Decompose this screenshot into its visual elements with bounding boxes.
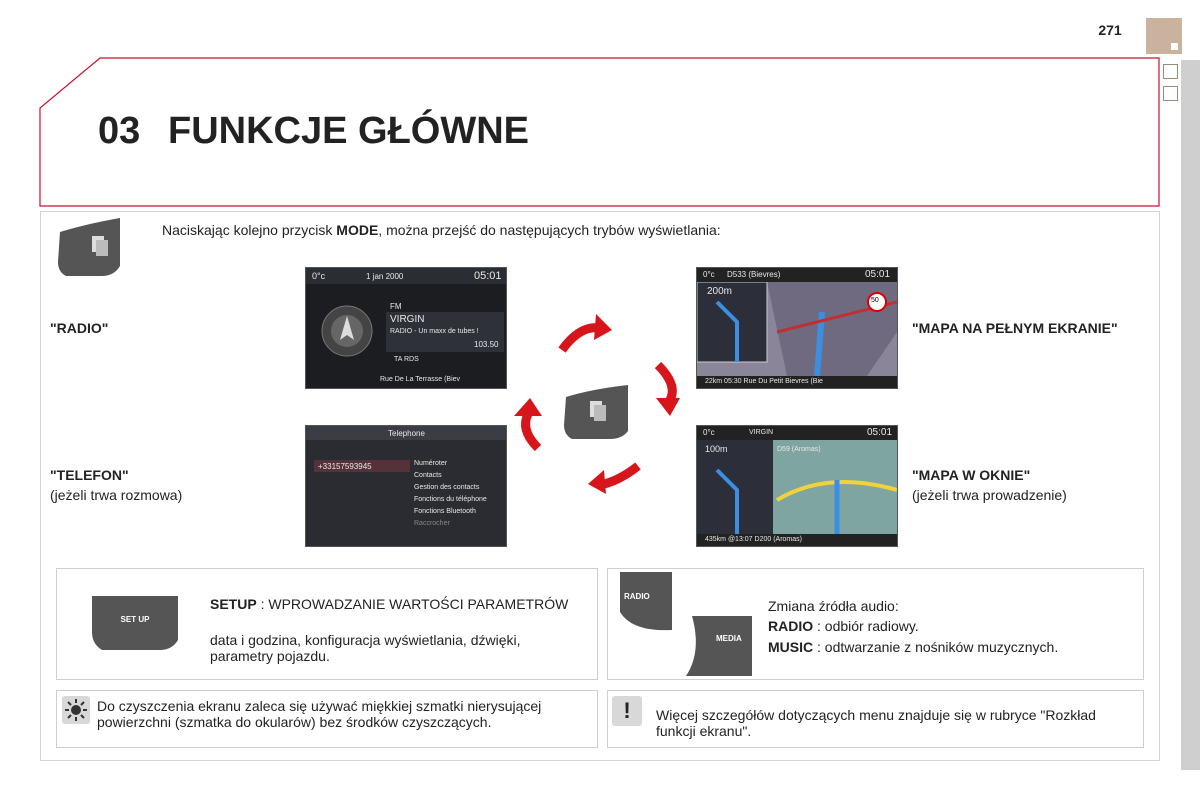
chapter-tab-empty [1163,86,1178,101]
mode-label-radio: "RADIO" [50,320,109,336]
audio-line-radio: RADIO : odbiór radiowy. [768,618,919,634]
chapter-title: FUNKCJE GŁÓWNE [168,110,529,152]
window-map-screen: 0°c VIRGIN 05:01 100m D59 (Aromas) 435km @13:07 D200 (Aromas) [696,425,898,547]
mode-label-phone: "TELEFON" (jeżeli trwa rozmowa) [50,467,183,503]
setup-title: SETUP : WPROWADZANIE WARTOŚCI PARAMETRÓW [210,596,569,612]
page-number: 271 [1098,22,1122,38]
audio-line-1: Zmiana źródła audio: [768,598,899,614]
chapter-tab-empty [1163,64,1178,79]
mode-button-center-icon [562,383,632,441]
setup-key-label: SET UP [120,615,150,624]
compass-icon [320,304,374,358]
mode-button-icon [56,216,126,278]
chapter-tab [1146,18,1182,54]
exclamation-icon: ! [612,696,642,726]
phone-screen: Telephone +33157593945 Numéroter Contacts Gestion des contacts Fonctions du téléphone Fonctions Bluetooth Raccrocher [305,425,507,547]
setup-description: data i godzina, konfiguracja wyświetlania, dźwięki, parametry pojazdu. [210,632,521,664]
radio-media-buttons-icon [612,572,762,678]
sun-icon [62,696,90,724]
media-key-label: MEDIA [716,634,742,643]
mode-label-window-map: "MAPA W OKNIE" (jeżeli trwa prowadzenie) [912,467,1067,503]
full-map-screen: 0°c D533 (Bievres) 05:01 200m 50 22km 05:30 Rue Du Petit Bievres (Bie [696,267,898,389]
cleaning-note-text: Do czyszczenia ekranu zaleca się używać miękkiej szmatki nierysującej powierzchni (szmatka do okularów) bez środków czyszczących. [97,698,542,730]
radio-screen: 0°c 1 jan 2000 05:01 FM VIRGIN RADIO - Un maxx de tubes ! 103.50 TA RDS Rue De La Terrasse (Biev [305,267,507,389]
radio-key-label: RADIO [624,592,650,601]
page-edge-bar [1181,60,1200,770]
mode-label-full-map: "MAPA NA PEŁNYM EKRANIE" [912,320,1118,336]
audio-line-music: MUSIC : odtwarzanie z nośników muzycznych. [768,639,1059,655]
intro-text: Naciskając kolejno przycisk MODE, można przejść do następujących trybów wyświetlania: [162,222,721,238]
info-note-text: Więcej szczegółów dotyczących menu znajduje się w rubryce "Rozkład funkcji ekranu". [656,707,1096,739]
chapter-number: 03 [98,110,141,152]
